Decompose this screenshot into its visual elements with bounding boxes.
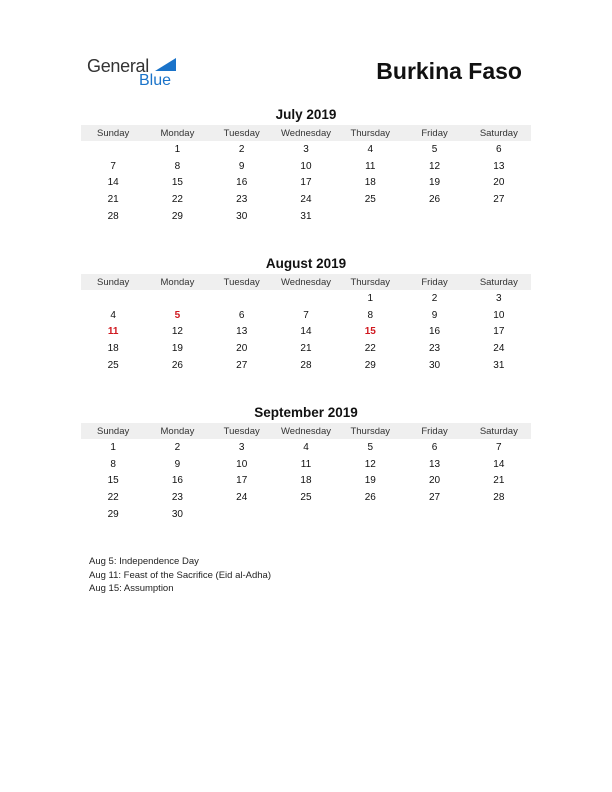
logo-triangle-icon	[155, 58, 176, 71]
day-cell: 7	[303, 309, 309, 321]
week-row	[81, 208, 531, 225]
month-calendar-september	[81, 404, 531, 523]
month-title: September 2019	[254, 405, 358, 420]
weekday-label: Sunday	[97, 425, 130, 437]
weekday-label: Monday	[160, 276, 195, 288]
day-cell: 2	[238, 143, 245, 155]
day-cell: 29	[107, 509, 119, 521]
day-cell: 25	[300, 492, 312, 504]
day-cell: 25	[364, 194, 376, 206]
day-cell: 17	[300, 177, 312, 189]
day-cell: 18	[364, 177, 376, 189]
day-cell: 4	[110, 309, 116, 321]
day-cell: 27	[236, 360, 248, 372]
day-cell: 2	[431, 292, 438, 304]
day-cell: 30	[428, 360, 441, 372]
day-cell: 22	[364, 343, 376, 355]
weekday-label: Wednesday	[280, 276, 331, 288]
day-cell: 12	[428, 160, 441, 172]
day-cell: 12	[364, 458, 376, 470]
month-calendar-august	[81, 255, 531, 374]
weekday-label: Tuesday	[223, 127, 260, 139]
day-cell: 13	[428, 458, 441, 470]
day-cell: 8	[110, 458, 116, 470]
holiday-note: Aug 15: Assumption	[89, 583, 174, 594]
day-cell: 26	[364, 492, 376, 504]
day-cell: 6	[431, 441, 438, 453]
weekday-label: Thursday	[350, 276, 391, 288]
day-cell: 12	[171, 326, 183, 338]
day-cell: 4	[303, 441, 309, 453]
day-cell: 24	[300, 194, 312, 206]
day-cell: 26	[428, 194, 441, 206]
day-cell: 11	[365, 160, 376, 172]
week-row	[81, 307, 531, 324]
day-cell: 27	[428, 492, 441, 504]
weeks-grid	[81, 141, 531, 225]
day-cell: 3	[238, 441, 245, 453]
day-cell: 15	[171, 177, 183, 189]
day-cell: 3	[496, 292, 502, 304]
day-cell: 15	[364, 326, 376, 338]
day-cell: 15	[107, 475, 119, 487]
weekday-label: Saturday	[479, 127, 518, 139]
day-cell: 1	[110, 441, 116, 453]
weekday-label: Friday	[421, 276, 448, 288]
day-cell: 26	[171, 360, 183, 372]
day-cell: 27	[493, 194, 505, 206]
weekday-label: Saturday	[479, 276, 518, 288]
logo-word-general: General	[87, 56, 149, 76]
week-row	[81, 357, 531, 374]
weekday-label: Monday	[160, 127, 195, 139]
weekday-header-row	[81, 125, 531, 141]
month-title: July 2019	[275, 107, 337, 122]
day-cell: 5	[174, 309, 181, 321]
day-cell: 24	[236, 492, 248, 504]
weekday-label: Monday	[160, 425, 195, 437]
holiday-note: Aug 11: Feast of the Sacrifice (Eid al-Adha)	[89, 569, 271, 581]
day-cell: 17	[493, 326, 505, 338]
brand-logo	[87, 56, 187, 92]
week-row	[81, 340, 531, 357]
week-row	[81, 473, 531, 490]
week-row	[81, 439, 531, 456]
week-row	[81, 191, 531, 208]
day-cell: 21	[107, 194, 119, 206]
day-cell: 31	[300, 211, 312, 223]
day-cell: 21	[300, 343, 312, 355]
day-cell: 28	[107, 211, 119, 223]
week-row	[81, 141, 531, 158]
day-cell: 9	[431, 309, 438, 321]
weekday-label: Sunday	[97, 127, 130, 139]
weekday-label: Wednesday	[280, 425, 331, 437]
weekday-label: Friday	[421, 127, 448, 139]
weekday-label: Wednesday	[280, 127, 331, 139]
day-cell: 19	[364, 475, 376, 487]
day-cell: 6	[496, 143, 502, 155]
week-row	[81, 175, 531, 192]
day-cell: 20	[236, 343, 248, 355]
day-cell: 5	[431, 143, 438, 155]
day-cell: 19	[171, 343, 183, 355]
weekday-label: Tuesday	[223, 425, 260, 437]
weekday-label: Tuesday	[223, 276, 260, 288]
day-cell: 7	[496, 441, 502, 453]
day-cell: 10	[300, 160, 312, 172]
logo-word-blue: Blue	[139, 72, 172, 89]
week-row	[81, 290, 531, 307]
day-cell: 22	[171, 194, 183, 206]
weekday-label: Thursday	[350, 127, 391, 139]
day-cell: 31	[493, 360, 505, 372]
day-cell: 13	[236, 326, 248, 338]
day-cell: 20	[493, 177, 505, 189]
day-cell: 14	[300, 326, 312, 338]
day-cell: 10	[236, 458, 248, 470]
day-cell: 23	[171, 492, 183, 504]
week-row	[81, 506, 531, 523]
day-cell: 23	[236, 194, 248, 206]
weekday-label: Sunday	[97, 276, 130, 288]
day-cell: 11	[300, 458, 312, 470]
weekday-label: Friday	[421, 425, 448, 437]
weekday-header-row	[81, 274, 531, 290]
day-cell: 25	[107, 360, 119, 372]
day-cell: 9	[174, 458, 181, 470]
day-cell: 29	[171, 211, 183, 223]
country-title: Burkina Faso	[376, 58, 522, 84]
day-cell: 14	[493, 458, 505, 470]
weekday-label: Saturday	[479, 425, 518, 437]
day-cell: 29	[364, 360, 376, 372]
day-cell: 1	[367, 292, 374, 304]
day-cell: 1	[174, 143, 181, 155]
day-cell: 18	[107, 343, 119, 355]
week-row	[81, 324, 531, 341]
week-row	[81, 158, 531, 175]
day-cell: 22	[107, 492, 119, 504]
day-cell: 9	[238, 160, 245, 172]
month-calendar-july	[81, 106, 531, 225]
day-cell: 24	[493, 343, 505, 355]
day-cell: 16	[428, 326, 441, 338]
weeks-grid	[81, 290, 531, 374]
day-cell: 30	[171, 509, 183, 521]
day-cell: 17	[236, 475, 248, 487]
weekday-label: Thursday	[350, 425, 391, 437]
day-cell: 10	[493, 309, 505, 321]
day-cell: 19	[428, 177, 441, 189]
day-cell: 21	[493, 475, 505, 487]
day-cell: 5	[367, 441, 374, 453]
weekday-header-row	[81, 423, 531, 439]
day-cell: 28	[300, 360, 312, 372]
day-cell: 11	[107, 326, 119, 338]
day-cell: 7	[110, 160, 116, 172]
day-cell: 3	[303, 143, 309, 155]
week-row	[81, 456, 531, 473]
day-cell: 28	[493, 492, 505, 504]
day-cell: 2	[174, 441, 181, 453]
day-cell: 16	[236, 177, 248, 189]
holiday-note: Aug 5: Independence Day	[89, 556, 199, 567]
day-cell: 23	[428, 343, 441, 355]
week-row	[81, 489, 531, 506]
day-cell: 20	[428, 475, 441, 487]
day-cell: 8	[367, 309, 374, 321]
day-cell: 16	[171, 475, 183, 487]
month-title: August 2019	[265, 256, 347, 271]
day-cell: 13	[493, 160, 505, 172]
weeks-grid	[81, 439, 531, 523]
day-cell: 30	[236, 211, 248, 223]
day-cell: 14	[107, 177, 119, 189]
day-cell: 8	[174, 160, 181, 172]
day-cell: 4	[367, 143, 374, 155]
day-cell: 6	[238, 309, 245, 321]
day-cell: 18	[300, 475, 312, 487]
holiday-notes	[89, 555, 271, 596]
